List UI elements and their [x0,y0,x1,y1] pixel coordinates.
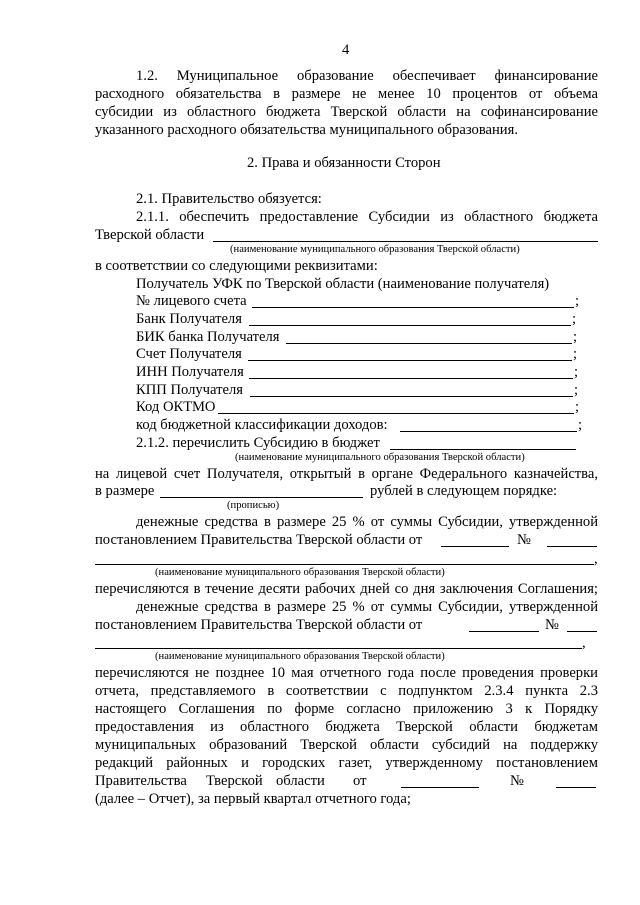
gov-word-2: Тверской [206,773,263,789]
tranche-2-line-2: постановлением Правительства Тверской области от [95,617,423,633]
gov-word-3: области [276,773,325,789]
requisite-account-end: ; [575,293,580,309]
final-line-3: настоящего Соглашения по форме согласно приложению 3 к Порядку [95,701,598,717]
requisite-oktmo-end: ; [575,399,580,415]
tranche-1-line-2: постановлением Правительства Тверской области от [95,532,423,548]
requisite-bank-account-blank [248,360,572,361]
clause-2-1-2: 2.1.2. перечислить Субсидию в бюджет [136,435,380,451]
requisite-kbk-end: ; [578,417,583,433]
requisite-kbk-label: код бюджетной классификации доходов: [136,417,388,433]
caption-municipality-3: (наименование муниципального образования Тверской области) [155,567,445,578]
final-line-2: отчета, представляемого в соответствии с подпунктом 2.3.4 пункта 2.3 [95,683,598,699]
paragraph-1-2-line-4: указанного расходного обязательства муниципального образования. [95,122,518,138]
requisite-bik-blank [286,343,572,344]
account-line: на лицевой счет Получателя, открытый в органе Федерального казначейства, [95,466,598,482]
requisite-bank-account-end: ; [573,346,578,362]
amount-suffix: рублей в следующем порядке: [370,483,558,499]
requisite-bank-label: Банк Получателя [136,311,242,327]
requisite-bank-end: ; [572,311,577,327]
caption-municipality-4: (наименование муниципального образования Тверской области) [155,651,445,662]
blank-line-date-1 [441,546,509,547]
final-line-6: редакций районных и городских газет, утвержденному постановлением [95,755,598,771]
recipient-line: Получатель УФК по Тверской области (наименование получателя) [136,276,550,292]
requisite-bik-end: ; [573,329,578,345]
requisite-kpp-blank [250,396,573,397]
number-sign-2: № [545,617,559,633]
requisite-oktmo-blank [218,413,574,414]
caption-municipality-1: (наименование муниципального образования Тверской области) [230,244,520,255]
paragraph-1-2-line-3: субсидии из областного бюджета Тверской области на софинансирование [95,104,598,120]
blank-line-municipality-3 [95,564,594,565]
blank-line-date-2 [469,631,539,632]
gov-word-1: Правительства [95,773,187,789]
final-last-line: (далее – Отчет), за первый квартал отчетного года; [95,791,411,807]
blank-line-municipality-4 [95,648,582,649]
tranche-1-line-1: денежные средства в размере 25 % от суммы Субсидии, утвержденной [136,514,598,530]
blank-line-date-3 [401,787,479,788]
requisite-inn-end: ; [574,364,579,380]
gov-word-4: от [353,773,367,789]
paragraph-1-2-line-2: расходного обязательства в размере не менее 10 процентов от объема [95,86,598,102]
page-number: 4 [342,42,350,58]
caption-municipality-2: (наименование муниципального образования Тверской области) [235,452,525,463]
blank-line-amount [160,497,363,498]
requisite-bank-account-label: Счет Получателя [136,346,242,362]
comma-1: , [594,551,598,567]
blank-line-municipality-1 [213,241,598,242]
final-line-1: перечисляются не позднее 10 мая отчетного года после проведения проверки [95,665,598,681]
requisite-kbk-blank [400,431,577,432]
number-sign-1: № [517,532,531,548]
clause-2-1-1-line-2: Тверской области [95,227,205,243]
comma-2: , [582,635,586,651]
blank-line-number-2 [567,631,597,632]
blank-line-number-1 [547,546,597,547]
requisite-account-blank [252,307,574,308]
requisite-inn-blank [249,378,573,379]
requisite-oktmo-label: Код ОКТМО [136,399,216,415]
blank-line-budget [390,449,576,450]
blank-line-number-3 [556,787,596,788]
final-line-5: муниципальных образований Тверской области субсидий на поддержку [95,737,598,753]
requisite-kpp-end: ; [574,382,579,398]
paragraph-1-2-line-1: 1.2. Муниципальное образование обеспечивает финансирование [136,68,598,84]
requisite-account-label: № лицевого счета [136,293,247,309]
tranche-2-line-1: денежные средства в размере 25 % от суммы Субсидии, утвержденной [136,599,598,615]
final-line-4: предоставления из областного бюджета Тверской области бюджетам [95,719,598,735]
clause-2-1: 2.1. Правительство обязуется: [136,191,322,207]
requisite-bik-label: БИК банка Получателя [136,329,280,345]
requisite-kpp-label: КПП Получателя [136,382,243,398]
clause-2-1-1-line-1: 2.1.1. обеспечить предоставление Субсидии из областного бюджета [136,209,598,225]
section-title: 2. Права и обязанности Сторон [247,155,441,171]
number-sign-3: № [510,773,524,789]
amount-prefix: в размере [95,483,155,499]
caption-in-words: (прописью) [227,500,280,511]
requisites-intro: в соответствии со следующими реквизитами: [95,258,378,274]
requisite-inn-label: ИНН Получателя [136,364,244,380]
tranche-1-line-3: перечисляются в течение десяти рабочих дней со дня заключения Соглашения; [95,581,598,597]
requisite-bank-blank [249,325,571,326]
